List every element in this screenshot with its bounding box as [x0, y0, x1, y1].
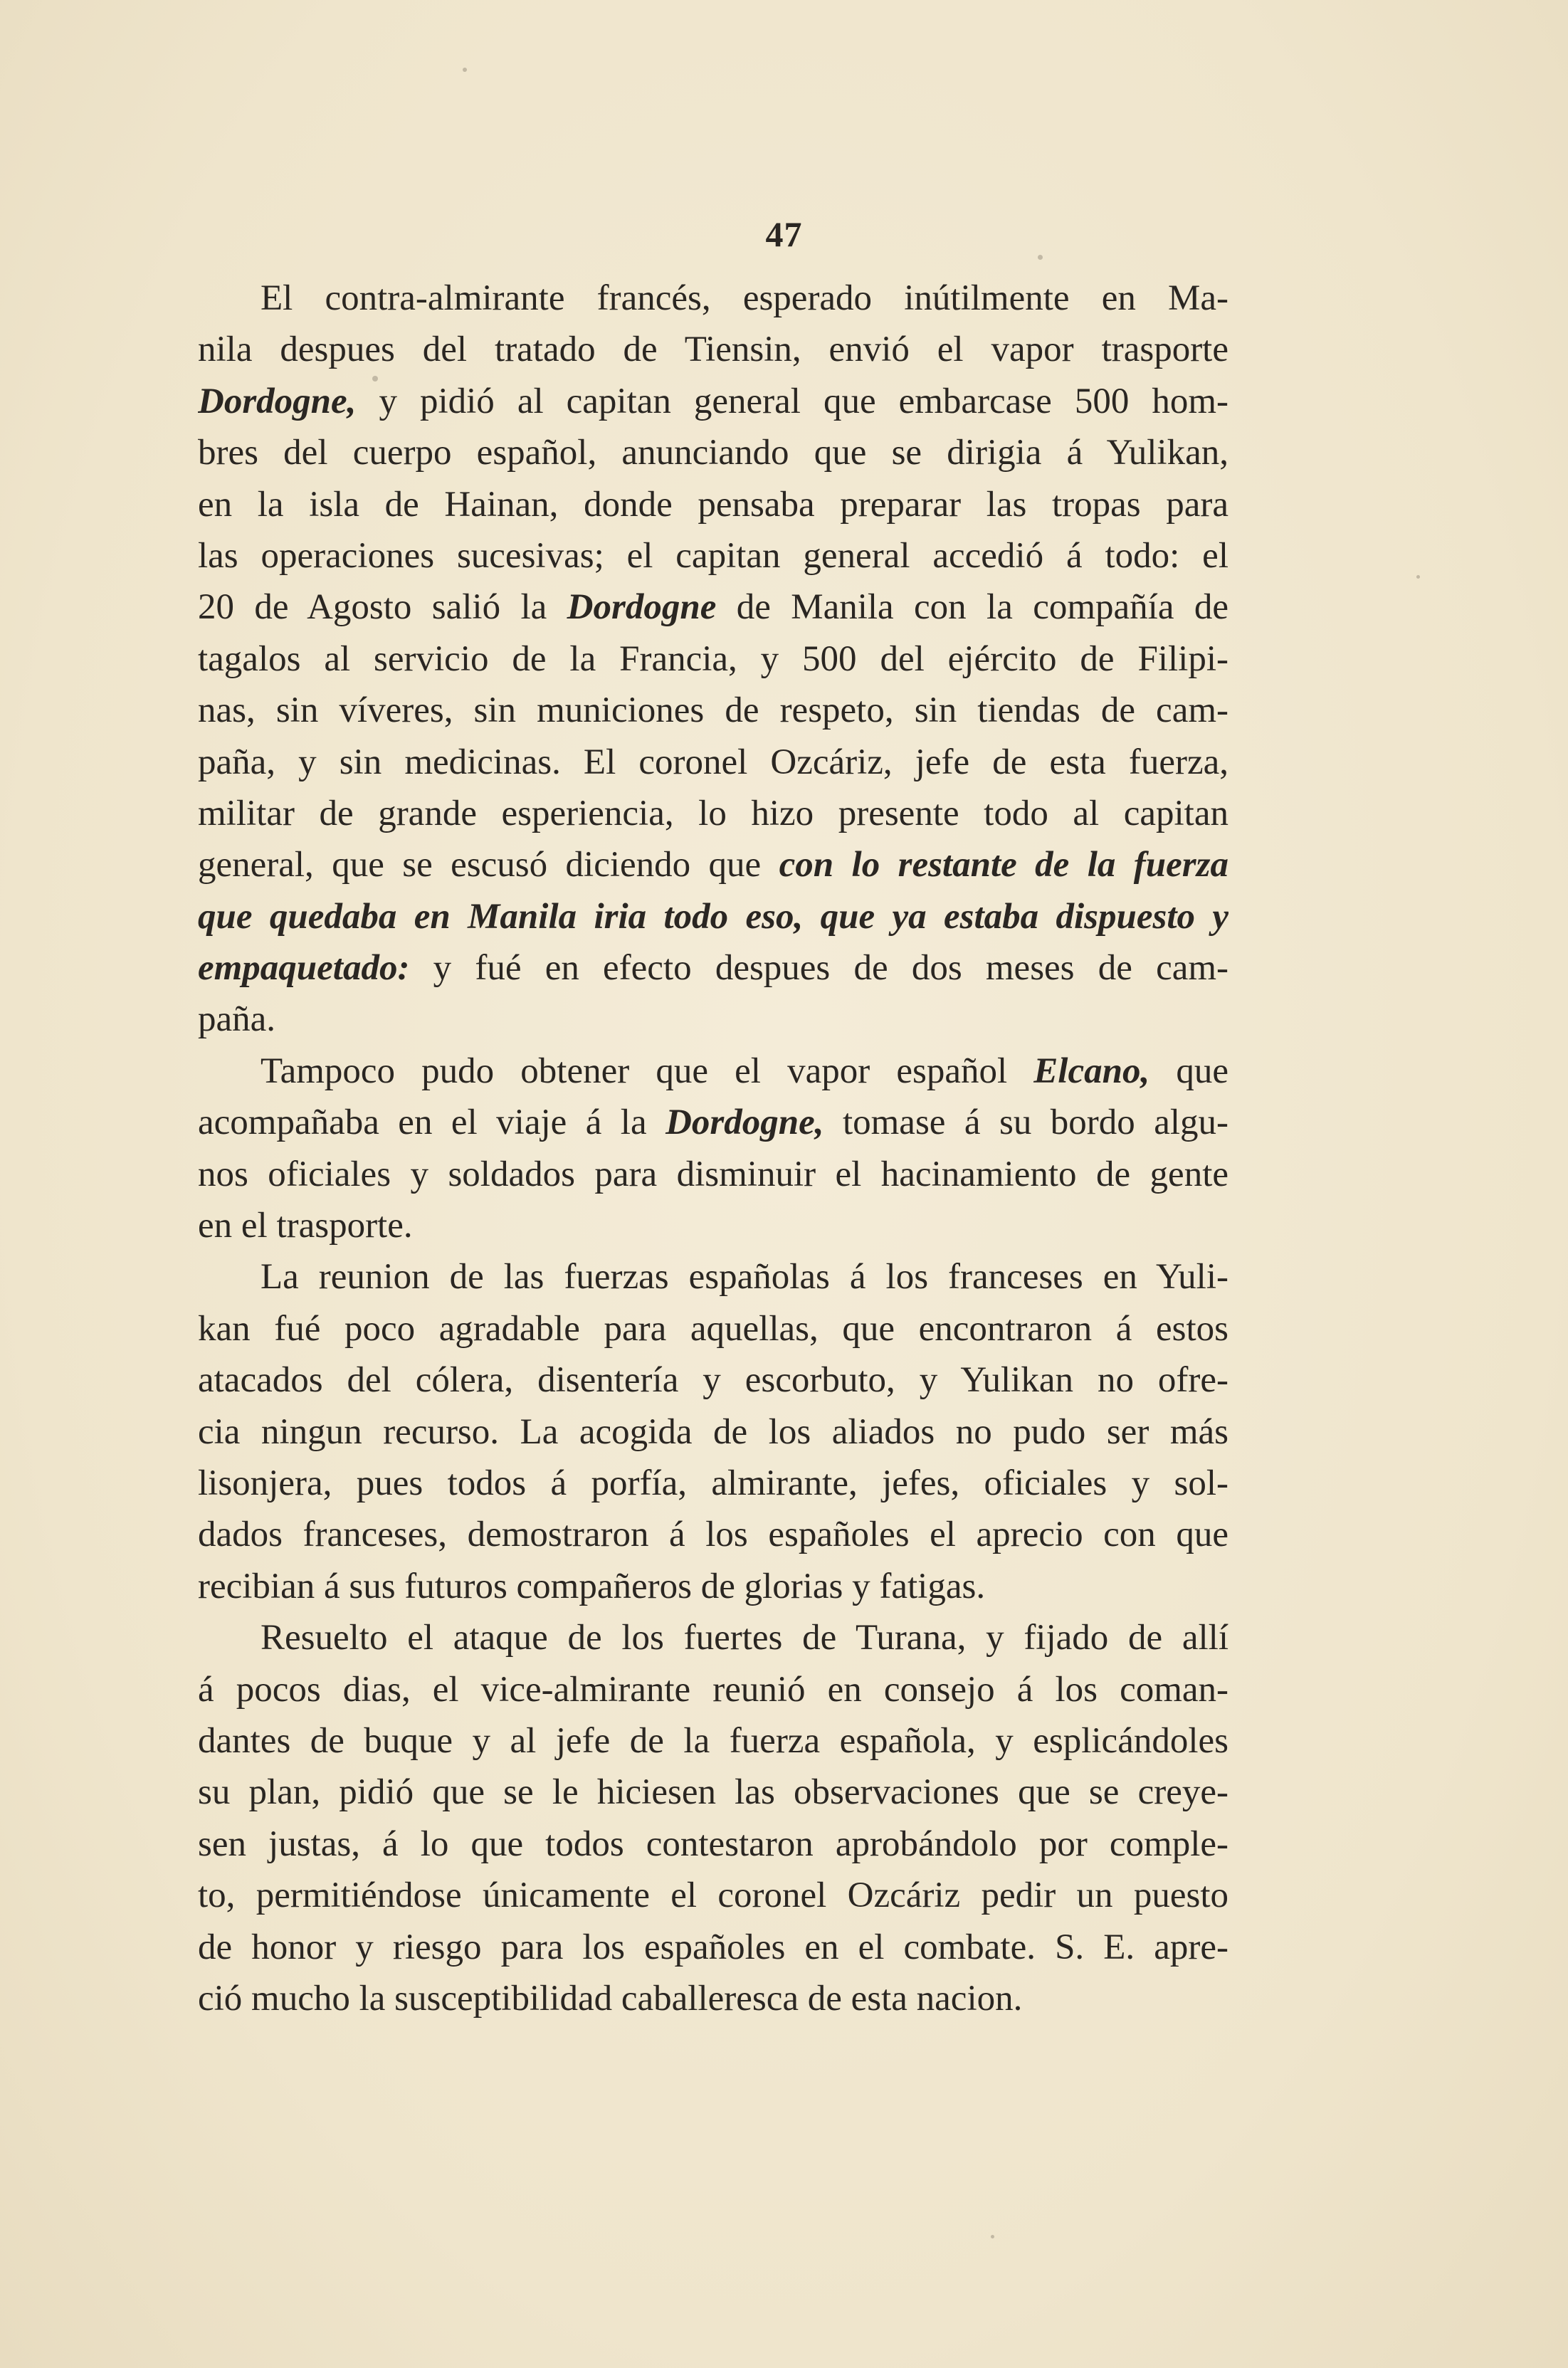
text-line: [198, 1149, 1228, 1200]
text-line: [198, 1200, 1228, 1251]
text-line: [198, 582, 1228, 633]
text-segment: bres del cuerpo español, anunciando que se dirigia á Yulikan,: [198, 433, 1228, 473]
text-line: [198, 1819, 1228, 1870]
text-segment: militar de grande esperiencia, lo hizo presente todo al capitan: [198, 793, 1228, 833]
italic-text: que quedaba en Manila iria todo eso, que ya estaba dispuesto y: [198, 896, 1228, 937]
text-line: [198, 1303, 1228, 1354]
text-segment: de honor y riesgo para los españoles en el combate. S. E. apre-: [198, 1927, 1228, 1967]
text-segment: nila despues del tratado de Tiensin, envió el vapor trasporte: [198, 330, 1228, 370]
text-segment: nos oficiales y soldados para disminuir el hacinamiento de gente: [198, 1154, 1228, 1194]
text-segment: dados franceses, demostraron á los españoles el aprecio con que: [198, 1515, 1228, 1555]
text-line: [198, 1715, 1228, 1767]
text-segment: atacados del cólera, disentería y escorbuto, y Yulikan no ofre-: [198, 1360, 1228, 1401]
text-segment: sen justas, á lo que todos contestaron aprobándolo por comple-: [198, 1824, 1228, 1864]
text-segment: cia ningun recurso. La acogida de los aliados no pudo ser más: [198, 1411, 1228, 1452]
text-segment: paña.: [198, 999, 276, 1040]
text-segment: lisonjera, pues todos á porfía, almirante, jefes, oficiales y sol-: [198, 1463, 1228, 1503]
text-segment: recibian á sus futuros compañeros de glorias y fatigas.: [198, 1566, 986, 1606]
text-segment: y fué en efecto despues de dos meses de cam-: [409, 948, 1228, 989]
text-segment: 20 de Agosto salió la: [198, 587, 567, 628]
text-line: [198, 1973, 1228, 2024]
text-line: [198, 942, 1228, 994]
text-line: [198, 1406, 1228, 1458]
text-line: [198, 1870, 1228, 1921]
text-segment: tagalos al servicio de la Francia, y 500 del ejército de Filipi-: [198, 638, 1228, 679]
text-segment: en el trasporte.: [198, 1206, 413, 1246]
text-line: [198, 1046, 1228, 1097]
text-segment: á pocos dias, el vice-almirante reunió en consejo á los coman-: [198, 1669, 1228, 1710]
body-text: [198, 273, 1228, 2024]
text-segment: ció mucho la susceptibilidad caballeresca de esta nacion.: [198, 1978, 1023, 2019]
italic-text: Dordogne: [567, 587, 717, 628]
text-line: [198, 1561, 1228, 1612]
text-segment: kan fué poco agradable para aquellas, que encontraron á estos: [198, 1308, 1228, 1349]
text-line: [198, 376, 1228, 427]
text-segment: La reunion de las fuerzas españolas á los franceses en Yuli-: [261, 1257, 1228, 1298]
text-line: [198, 1097, 1228, 1148]
text-line: [198, 1664, 1228, 1715]
text-line: [198, 1354, 1228, 1406]
text-line: [198, 1458, 1228, 1509]
paper-speck: [463, 68, 467, 72]
text-line: [198, 1767, 1228, 1818]
text-line: [198, 427, 1228, 478]
text-segment: paña, y sin medicinas. El coronel Ozcáriz, jefe de esta fuerza,: [198, 742, 1228, 782]
text-segment: que: [1149, 1051, 1228, 1091]
text-line: [198, 1251, 1228, 1303]
text-segment: dantes de buque y al jefe de la fuerza española, y esplicándoles: [198, 1720, 1228, 1761]
text-line: [198, 273, 1228, 324]
italic-text: Dordogne,: [665, 1103, 824, 1143]
text-segment: Resuelto el ataque de los fuertes de Turana, y fijado de allí: [261, 1618, 1228, 1658]
text-line: [198, 788, 1228, 839]
italic-text: Dordogne,: [198, 381, 357, 421]
text-line: [198, 839, 1228, 890]
text-segment: nas, sin víveres, sin municiones de respeto, sin tiendas de cam-: [198, 690, 1228, 731]
text-line: [198, 685, 1228, 736]
italic-text: con lo restante de la fuerza: [779, 845, 1228, 885]
italic-text: empaquetado:: [198, 948, 410, 989]
text-segment: Tampoco pudo obtener que el vapor español: [261, 1051, 1034, 1091]
paper-speck: [1416, 575, 1420, 579]
text-line: [198, 1922, 1228, 1973]
text-line: [198, 737, 1228, 788]
text-segment: en la isla de Hainan, donde pensaba preparar las tropas para: [198, 484, 1228, 525]
text-line: [198, 994, 1228, 1045]
paper-speck: [991, 2235, 994, 2238]
text-line: [198, 1612, 1228, 1663]
text-segment: to, permitiéndose únicamente el coronel Ozcáriz pedir un puesto: [198, 1875, 1228, 1916]
text-line: [198, 324, 1228, 375]
text-line: [198, 479, 1228, 530]
text-segment: tomase á su bordo algu-: [824, 1103, 1228, 1143]
text-line: [198, 891, 1228, 942]
text-segment: general, que se escusó diciendo que: [198, 845, 779, 885]
text-line: [198, 633, 1228, 685]
text-line: [198, 530, 1228, 582]
paper-speck: [372, 376, 378, 381]
text-line: [198, 1509, 1228, 1560]
text-segment: su plan, pidió que se le hiciesen las observaciones que se creye-: [198, 1772, 1228, 1813]
paper-speck: [1038, 255, 1043, 260]
text-segment: El contra-almirante francés, esperado inútilmente en Ma-: [261, 278, 1228, 318]
italic-text: Elcano,: [1033, 1051, 1150, 1091]
text-segment: las operaciones sucesivas; el capitan general accedió á todo: el: [198, 535, 1228, 576]
text-segment: acompañaba en el viaje á la: [198, 1103, 666, 1143]
page-number: 47: [765, 214, 803, 254]
text-segment: de Manila con la compañía de: [716, 587, 1228, 628]
text-segment: y pidió al capitan general que embarcase 500 hom-: [356, 381, 1228, 421]
